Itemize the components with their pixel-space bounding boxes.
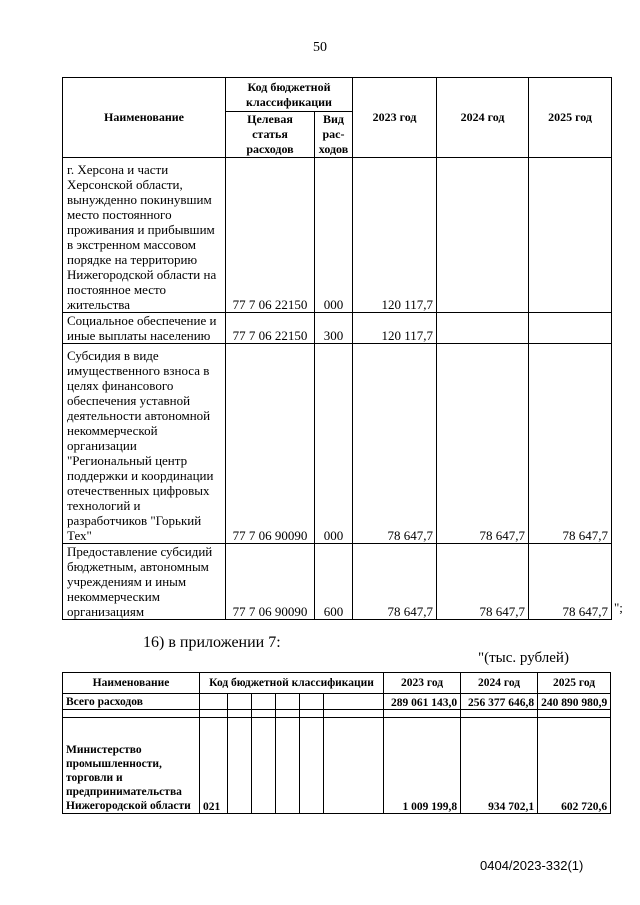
row-2024 — [437, 158, 529, 313]
document-code: 0404/2023-332(1) — [480, 858, 584, 873]
header-2023: 2023 год — [384, 673, 461, 694]
ministry-2023: 1 009 199,8 — [384, 718, 461, 814]
row-target: 77 7 06 22150 — [226, 158, 315, 313]
row-kind: 000 — [315, 344, 353, 544]
ministry-2025: 602 720,6 — [538, 718, 611, 814]
row-2024: 78 647,7 — [437, 344, 529, 544]
table-row — [63, 313, 612, 344]
table-closing-quote: "; — [614, 600, 623, 615]
row-2025: 78 647,7 — [529, 344, 612, 544]
budget-table-appendix — [62, 77, 612, 620]
row-name: г. Херсона и части Херсонской области, вынужденно покинувшим место постоянного проживания и прибывшим в экстренном массовом порядке на территорию Нижегородской области на постоянное место жительства — [63, 158, 226, 313]
header-code-group: Код бюджетной классификации — [226, 78, 353, 112]
total-2025: 240 890 980,9 — [538, 694, 611, 710]
total-row-name: Всего расходов — [63, 694, 200, 710]
page-number: 50 — [313, 40, 327, 55]
table-row — [63, 158, 612, 313]
ministry-code: 021 — [200, 718, 228, 814]
row-2024 — [437, 313, 529, 344]
row-2024: 78 647,7 — [437, 544, 529, 620]
total-2023: 289 061 143,0 — [384, 694, 461, 710]
row-2025 — [529, 313, 612, 344]
row-2023: 78 647,7 — [353, 544, 437, 620]
row-2023: 120 117,7 — [353, 313, 437, 344]
header-expense-kind: Вид рас-ходов — [315, 112, 353, 158]
total-row — [63, 694, 611, 710]
row-kind: 300 — [315, 313, 353, 344]
row-kind: 600 — [315, 544, 353, 620]
row-target: 77 7 06 22150 — [226, 313, 315, 344]
row-2023: 120 117,7 — [353, 158, 437, 313]
header-2025: 2025 год — [529, 78, 612, 158]
ministry-name: Министерство промышленности, торговли и предпринимательства Нижегородской области — [63, 718, 200, 814]
header-2024: 2024 год — [437, 78, 529, 158]
header-name: Наименование — [63, 78, 226, 158]
header-target-article: Целевая статья расходов — [226, 112, 315, 158]
table-row — [63, 544, 612, 620]
header-code-group: Код бюджетной классификации — [200, 673, 384, 694]
header-2025: 2025 год — [538, 673, 611, 694]
ministry-2024: 934 702,1 — [461, 718, 538, 814]
row-2025 — [529, 158, 612, 313]
row-name: Предоставление субсидий бюджетным, автономным учреждениям и иным некоммерческим организациям — [63, 544, 226, 620]
table-row — [63, 718, 611, 814]
spacer-row — [63, 710, 611, 718]
section-heading: 16) в приложении 7: — [143, 634, 281, 651]
row-2025: 78 647,7 — [529, 544, 612, 620]
row-2023: 78 647,7 — [353, 344, 437, 544]
table-row — [63, 344, 612, 544]
total-2024: 256 377 646,8 — [461, 694, 538, 710]
unit-label: "(тыс. рублей) — [478, 650, 569, 666]
budget-table-appendix-7 — [62, 672, 611, 814]
header-name: Наименование — [63, 673, 200, 694]
header-2023: 2023 год — [353, 78, 437, 158]
row-kind: 000 — [315, 158, 353, 313]
row-target: 77 7 06 90090 — [226, 344, 315, 544]
row-name: Социальное обеспечение и иные выплаты населению — [63, 313, 226, 344]
row-target: 77 7 06 90090 — [226, 544, 315, 620]
header-2024: 2024 год — [461, 673, 538, 694]
row-name: Субсидия в виде имущественного взноса в целях финансового обеспечения уставной деятельности автономной некоммерческой организации "Региональный центр поддержки и координации отечественных цифровых технологий и разработчиков "Горький Тех" — [63, 344, 226, 544]
